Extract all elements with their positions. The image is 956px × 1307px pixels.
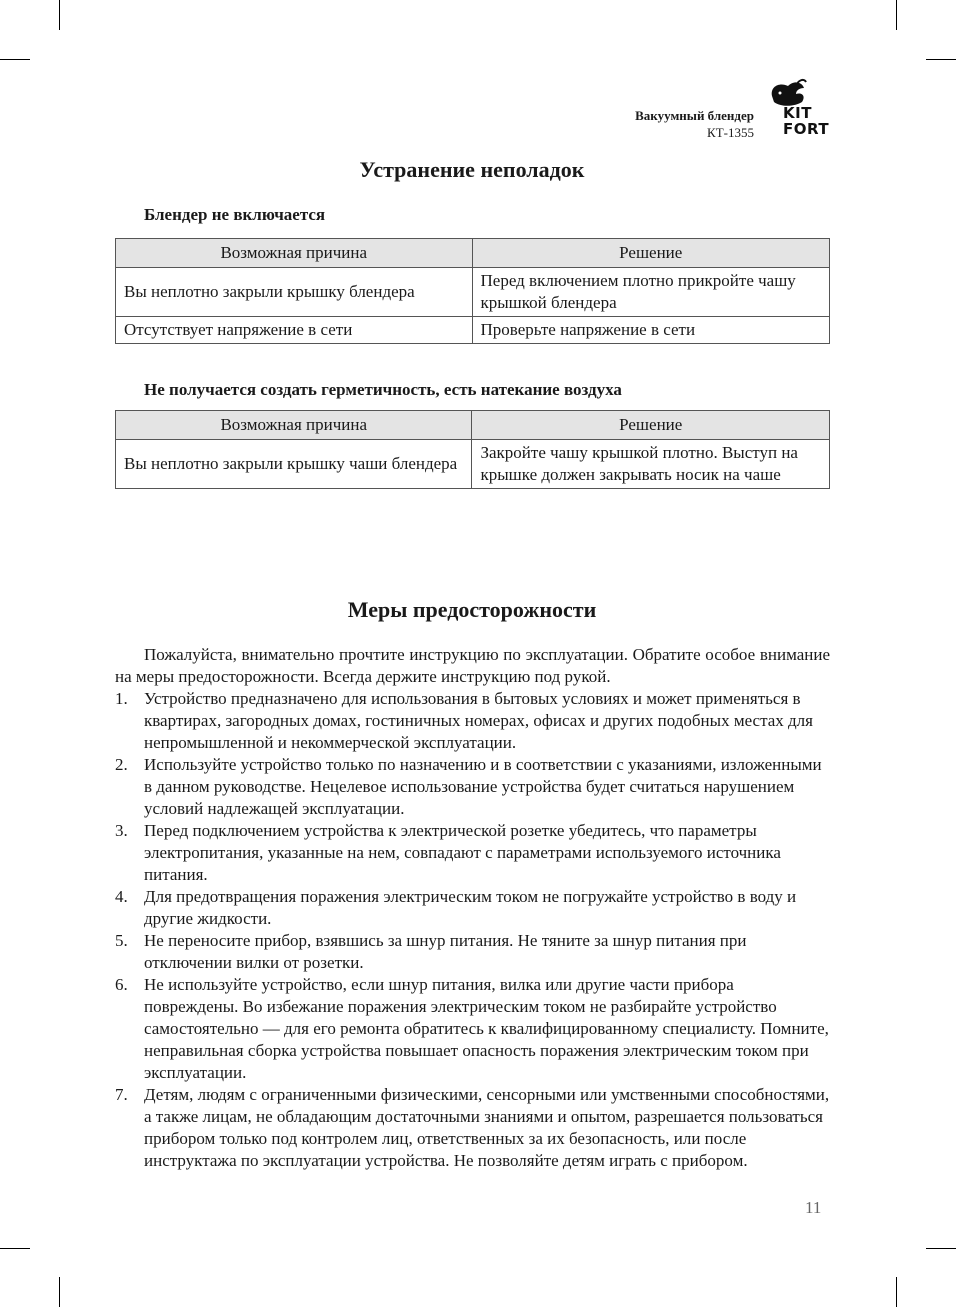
crop-mark <box>896 1277 897 1307</box>
crop-mark <box>59 1277 60 1307</box>
kitfort-logo <box>783 105 829 137</box>
crop-mark <box>0 59 30 60</box>
solution-cell: Закройте чашу крышкой плотно. Выступ на крышке должен закрывать носик на чаше <box>472 440 830 489</box>
cause-cell: Отсутствует напряжение в сети <box>116 317 473 344</box>
cause-cell: Вы неплотно закрыли крышку блендера <box>116 268 473 317</box>
table-header-row <box>116 411 830 440</box>
logo-line1: KIT <box>783 104 812 122</box>
precautions-list <box>115 688 830 1172</box>
item-text: Устройство предназначено для использования в бытовых условиях и может применяться в квартирах, загородных домах, гостиничных номерах, офисах и других подобных местах для непромышленной и некоммерческой эксплуатации. <box>144 689 813 752</box>
table-row <box>116 268 830 317</box>
crop-mark <box>896 0 897 30</box>
header-product: Вакуумный блендер <box>635 108 754 123</box>
column-header-solution: Решение <box>472 239 830 268</box>
solution-cell: Перед включением плотно прикройте чашу крышкой блендера <box>472 268 830 317</box>
list-item <box>115 688 830 754</box>
item-text: Для предотвращения поражения электрическим током не погружайте устройство в воду и другие жидкости. <box>144 887 797 928</box>
troubleshooting-title: Устранение неполадок <box>359 157 585 182</box>
column-header-cause: Возможная причина <box>116 239 473 268</box>
table-row <box>116 317 830 344</box>
item-text: Перед подключением устройства к электрической розетке убедитесь, что параметры электропитания, указанные на нем, совпадают с параметрами используемого источника питания. <box>144 821 781 884</box>
list-item <box>115 930 830 974</box>
problem-2-title: Не получается создать герметичность, есть натекание воздуха <box>144 380 622 399</box>
list-item <box>115 974 830 1084</box>
item-number: 1. <box>115 689 128 708</box>
table-row <box>116 440 830 489</box>
crop-mark <box>926 1248 956 1249</box>
item-text: Используйте устройство только по назначению и в соответствии с указаниями, изложенными в данном руководстве. Нецелевое использование устройства будет считаться нарушением условий надлежащей эксплуатации. <box>144 755 822 818</box>
page-number: 11 <box>805 1198 822 1217</box>
solution-cell: Проверьте напряжение в сети <box>472 317 830 344</box>
column-header-solution: Решение <box>472 411 830 440</box>
item-number: 4. <box>115 887 128 906</box>
crop-mark <box>0 1248 30 1249</box>
item-text: Детям, людям с ограниченными физическими, сенсорными или умственными способностями, а также лицам, не обладающим достаточными знаниями и опытом, разрешается пользоваться прибором только под контролем лиц, ответственных за их безопасность, или после инструктажа по эксплуатации устройства. Не позволяйте детям играть с прибором. <box>144 1085 830 1170</box>
item-number: 6. <box>115 975 128 994</box>
problem-1-title: Блендер не включается <box>144 205 326 224</box>
crop-mark <box>59 0 60 30</box>
item-number: 3. <box>115 821 128 840</box>
logo-line2: FORT <box>783 120 830 138</box>
item-text: Не переносите прибор, взявшись за шнур питания. Не тяните за шнур питания при отключении вилки от розетки. <box>144 931 747 972</box>
header-model: КТ-1355 <box>707 125 754 140</box>
item-text: Не используйте устройство, если шнур питания, вилка или другие части прибора повреждены. Во избежание поражения электрическим током не разбирайте устройство самостоятельно — для его ремонта обратитесь к квалифицированному специалисту. Помните, неправильная сборка устройства повышает опасность поражения электрическим током при эксплуатации. <box>144 975 829 1082</box>
problem-1-table <box>115 238 830 344</box>
precautions-title: Меры предосторожности <box>347 597 597 622</box>
item-number: 5. <box>115 931 128 950</box>
cause-cell: Вы неплотно закрыли крышку чаши блендера <box>116 440 472 489</box>
table-header-row <box>116 239 830 268</box>
problem-2-table <box>115 410 830 489</box>
list-item <box>115 754 830 820</box>
crop-mark <box>926 59 956 60</box>
item-number: 2. <box>115 755 128 774</box>
running-header <box>635 107 754 141</box>
column-header-cause: Возможная причина <box>116 411 472 440</box>
list-item <box>115 820 830 886</box>
list-item <box>115 1084 830 1172</box>
precautions-intro: Пожалуйста, внимательно прочтите инструкцию по эксплуатации. Обратите особое внимание на меры предосторожности. Всегда держите инструкцию под рукой. <box>115 645 830 686</box>
list-item <box>115 886 830 930</box>
item-number: 7. <box>115 1085 128 1104</box>
